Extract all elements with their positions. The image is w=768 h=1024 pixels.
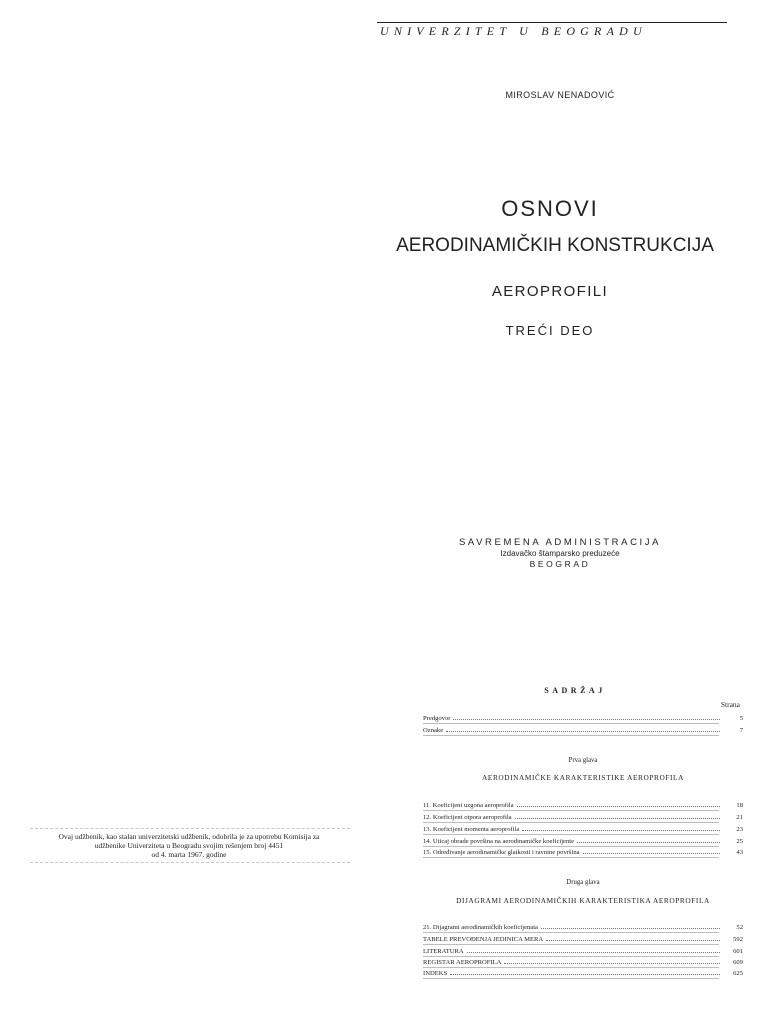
toc-page-header: Strana [720, 700, 740, 709]
toc-title: SADRŽAJ [544, 686, 606, 695]
approval-note-line3: od 4. marta 1967. godine [151, 850, 227, 860]
toc-leader [504, 957, 720, 964]
toc-row-rule [423, 857, 719, 858]
toc-entry-page: 43 [736, 849, 743, 856]
toc-entry-label: 11. Koeficijent uzgona aeroprofila [423, 802, 514, 809]
university-header: UNIVERZITET U BEOGRADU [380, 24, 647, 38]
toc-row-rule [423, 944, 719, 945]
toc-entry [423, 713, 743, 723]
chapter2-title: DIJAGRAMI AERODINAMIČKIH KARAKTERISTIKA AEROPROFILA [456, 896, 710, 905]
toc-entry-page: 592 [733, 936, 743, 943]
toc-entry [423, 725, 743, 735]
toc-entry-label: 21. Dijagrami aerodinamičkih koeficijenata [423, 924, 538, 931]
approval-note [28, 832, 350, 860]
toc-leader [446, 725, 720, 732]
toc-entry-page: 18 [736, 802, 743, 809]
toc-entry-label: 14. Uticaj obrade površina na aerodinamičke koeficijente [423, 838, 575, 845]
book-title-line2: AERODINAMIČKIH KONSTRUKCIJA [396, 235, 714, 256]
toc-entry [423, 934, 743, 944]
chapter1-label: Prva glava [568, 757, 598, 764]
toc-entry-label: INDEKS [423, 970, 448, 977]
toc-entry-label: TABELE PREVOĐENJA JEDINICA MERA [423, 936, 544, 943]
toc-entry [423, 847, 743, 857]
approval-note-line2: udžbenike Univerziteta u Beogradu svojim rešenjem broj 4451 [94, 841, 284, 851]
toc-entry-page: 609 [733, 959, 743, 966]
toc-entry [423, 800, 743, 810]
publisher-city: BEOGRAD [529, 559, 591, 569]
toc-row-rule [423, 834, 719, 835]
toc-leader [522, 824, 720, 831]
toc-entry-page: 5 [739, 715, 743, 722]
toc-entry [423, 957, 743, 967]
toc-leader [517, 800, 720, 807]
toc-entry [423, 922, 743, 932]
toc-entry-page: 625 [733, 970, 743, 977]
book-subtitle: AEROPROFILI [491, 283, 609, 300]
toc-row-rule [423, 810, 719, 811]
chapter1-title: AERODINAMIČKE KARAKTERISTIKE AEROPROFILA [482, 773, 684, 782]
toc-entry-page: 7 [739, 727, 743, 734]
publisher-subtitle: Izdavačko štamparsko preduzeće [500, 549, 620, 558]
publisher-name: SAVREMENA ADMINISTRACIJA [458, 537, 662, 548]
toc-entry [423, 824, 743, 834]
toc-leader [546, 934, 720, 941]
toc-entry [423, 812, 743, 822]
toc-leader [541, 922, 720, 929]
toc-entry-label: Oznake [423, 727, 444, 734]
toc-entry [423, 968, 743, 978]
toc-row-rule [423, 978, 719, 979]
toc-entry-label: 15. Određivanje aerodinamičke glatkosti i ravnine površina [423, 849, 580, 856]
note-rule-bottom [30, 862, 350, 863]
toc-entry-label: 12. Koeficijent otpora aeroprofila [423, 814, 512, 821]
toc-entry-page: 601 [733, 948, 743, 955]
toc-leader [515, 812, 720, 819]
book-title: OSNOVI [501, 196, 599, 221]
toc-entry-page: 21 [736, 814, 743, 821]
note-rule-top [30, 828, 350, 829]
toc-row-rule [423, 932, 719, 933]
toc-leader [583, 847, 720, 854]
author-name: MIROSLAV NENADOVIĆ [505, 90, 615, 100]
toc-row-rule [423, 822, 719, 823]
toc-entry [423, 946, 743, 956]
book-part: TREĆI DEO [505, 323, 595, 338]
toc-row-rule [423, 723, 719, 724]
chapter2-label: Druga glava [566, 879, 600, 886]
toc-leader [450, 968, 720, 975]
toc-leader [467, 946, 720, 953]
toc-leader [453, 713, 720, 720]
toc-entry-label: 13. Koeficijent momenta aeroprofila [423, 826, 520, 833]
toc-entry [423, 836, 743, 846]
toc-entry-page: 25 [736, 838, 743, 845]
approval-note-line1: Ovaj udžbenik, kao stalan univerzitetski udžbenik, odobrila je za upotrebu Komisija za [58, 832, 320, 841]
toc-entry-label: REGISTAR AEROPROFILA [423, 959, 502, 966]
toc-entry-label: LITERATURA [423, 948, 464, 955]
toc-entry-label: Predgovor [423, 715, 451, 722]
toc-entry-page: 23 [736, 826, 743, 833]
toc-entry-page: 52 [736, 924, 743, 931]
toc-leader [577, 836, 720, 843]
toc-row-rule [423, 735, 719, 736]
